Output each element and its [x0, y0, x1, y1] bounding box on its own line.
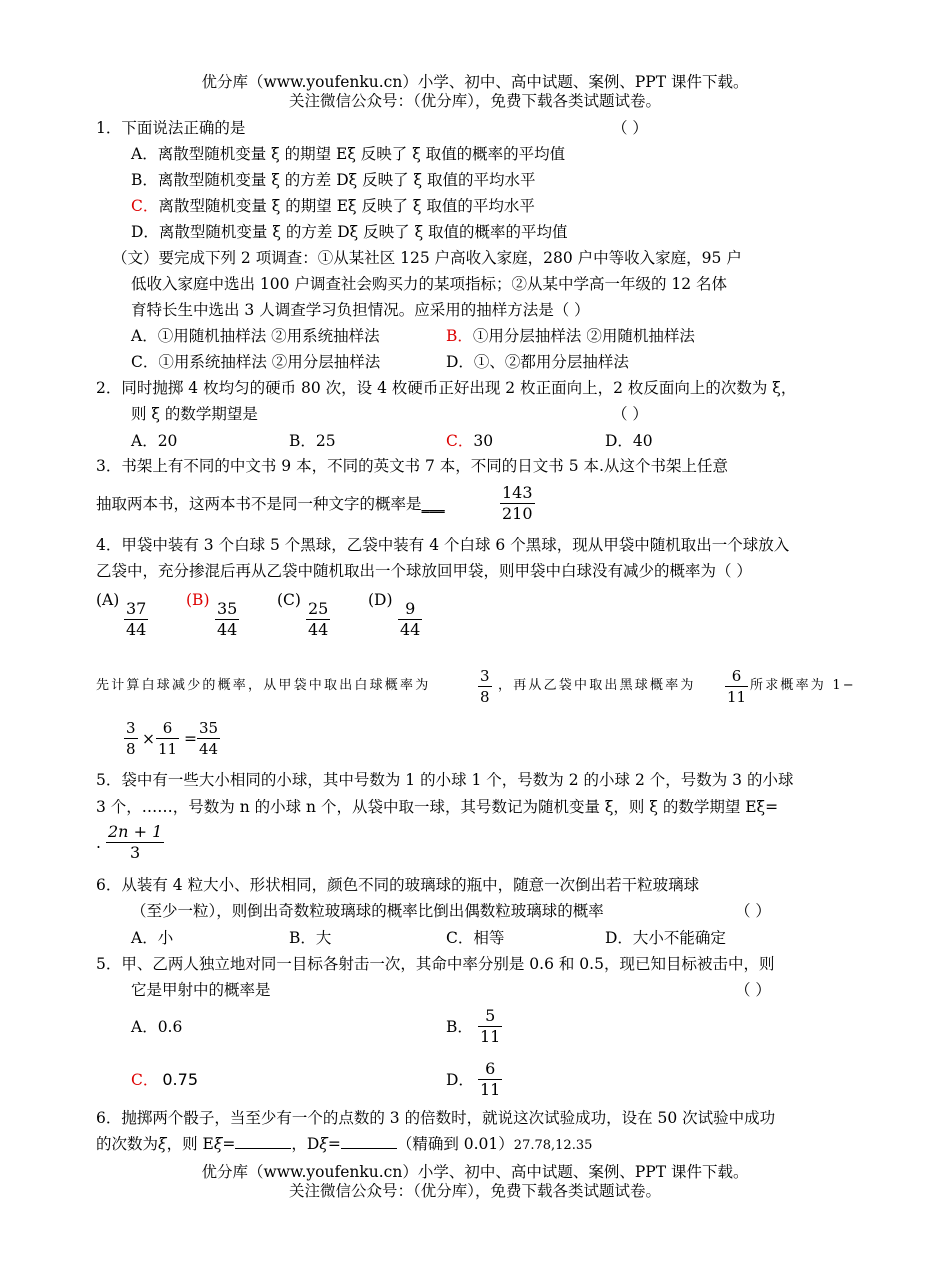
q4-option-b-num: 35: [217, 599, 238, 618]
q2-option-c: [446, 431, 493, 451]
q4-option-b-den: 44: [217, 620, 238, 639]
q4-solution-part-3: 所求概率为 1−: [750, 678, 856, 693]
q6b-xi-2: ξ: [213, 1135, 223, 1153]
q6b-xi-3: ξ: [319, 1135, 328, 1153]
q4-solution-part-1: 先计算白球减少的概率，从甲袋中取出白球概率为: [96, 678, 431, 693]
q2-line-2: 则 ξ 的数学期望是: [131, 405, 258, 423]
q1-option-c: [131, 196, 535, 216]
q4-option-b-label: (B): [186, 591, 210, 609]
qw-option-b-text: ①用分层抽样法 ②用随机抽样法: [472, 327, 695, 345]
q3-answer-fraction: [500, 483, 535, 524]
q6b-text-c: =: [222, 1135, 236, 1153]
q4-option-b-fraction: [215, 599, 239, 640]
q4-solution-fraction-1: [478, 666, 492, 707]
q4-option-d-label: (D): [368, 591, 393, 609]
qw-option-b-label: B．: [446, 327, 473, 345]
q5b-option-b-label: B．: [446, 1018, 473, 1036]
q4-option-c-label: (C): [277, 591, 301, 609]
q1-option-d: D．离散型随机变量 ξ 的方差 Dξ 反映了 ξ 取值的概率的平均值: [131, 223, 568, 241]
q4-option-d-den: 44: [400, 620, 421, 639]
qw-option-a: A．①用随机抽样法 ②用系统抽样法: [131, 327, 380, 345]
q6b-text-a: 的次数为: [96, 1135, 159, 1153]
q5b-option-c: [131, 1070, 198, 1090]
q1-paren: （ ）: [612, 119, 648, 137]
q4-solution-f1-num: 3: [480, 667, 490, 685]
q1-option-a: A．离散型随机变量 ξ 的期望 Eξ 反映了 ξ 取值的概率的平均值: [131, 145, 566, 163]
q5-line-1: 5．袋中有一些大小相同的小球，其中号数为 1 的小球 1 个，号数为 2 的小球 2 个，号数为 3 的小球: [96, 771, 794, 789]
q4-solution-e2-num: 6: [156, 718, 179, 739]
q4-solution-e1-den: 8: [126, 740, 136, 758]
qw-option-d: D．①、②都用分层抽样法: [446, 353, 629, 371]
q4-option-d-num: 9: [398, 599, 422, 620]
q4-option-a-fraction: [124, 599, 148, 640]
q1-option-c-label: C．: [131, 197, 159, 215]
q4-line-2: 乙袋中，充分掺混后再从乙袋中随机取出一个球放回甲袋，则甲袋中白球没有减少的概率为（ ）: [96, 562, 752, 580]
q5b-option-c-label: C．: [131, 1071, 159, 1089]
q3-line-1: 3．书架上有不同的中文书 9 本，不同的英文书 7 本，不同的日文书 5 本.从这个书架上任意: [96, 457, 728, 475]
q5b-option-b-num: 5: [478, 1006, 502, 1027]
q5-answer-fraction: [106, 822, 164, 863]
q5b-option-d-fraction: [478, 1059, 502, 1100]
qw-line-1: （文）要完成下列 2 项调查：①从某社区 125 户高收入家庭，280 户中等收入家庭，95 户: [112, 249, 742, 267]
q4-option-c-fraction: [306, 599, 330, 640]
q6-option-b: B．大: [289, 929, 332, 947]
q5b-option-d-den: 11: [480, 1080, 501, 1099]
q4-solution-f2-num: 6: [725, 666, 748, 687]
q2-option-c-label: C．: [446, 432, 474, 450]
header-line-1: 优分库（www.youfenku.cn）小学、初中、高中试题、案例、PPT 课件下载。: [201, 73, 749, 91]
q6b-xi-1: ξ: [158, 1135, 167, 1153]
q3-answer-num: 143: [502, 483, 533, 502]
q4-solution-f2-den: 11: [727, 688, 747, 706]
q4-solution-expr-fraction-1: [124, 718, 138, 759]
q6-line-2: （至少一粒），则倒出奇数粒玻璃球的概率比倒出偶数粒玻璃球的概率: [131, 902, 604, 920]
q4-solution-part-2: ，再从乙袋中取出黑球概率为: [498, 678, 696, 693]
qw-line-3: 育特长生中选出 3 人调查学习负担情况。应采用的抽样方法是（ ）: [131, 301, 590, 319]
q4-option-a-label: (A): [96, 591, 120, 609]
header-line-2: 关注微信公众号：（优分库），免费下载各类试题试卷。: [288, 92, 661, 110]
q2-option-d: D．40: [605, 432, 653, 450]
q4-solution-e3-num: 35: [199, 719, 219, 737]
q1-stem: 1．下面说法正确的是: [96, 119, 246, 137]
q4-solution-e3-den: 44: [199, 740, 219, 758]
q4-solution-expr-fraction-3: [197, 718, 220, 759]
q3-line-2-text: 抽取两本书，这两本书不是同一种文字的概率是: [96, 495, 422, 513]
q2-option-b: B．25: [289, 432, 336, 450]
q6b-line-2: [96, 1134, 592, 1156]
q4-line-1: 4．甲袋中装有 3 个白球 5 个黑球，乙袋中装有 4 个白球 6 个黑球，现从甲袋中随机取出一个球放入: [96, 536, 790, 554]
q6-option-c: C．相等: [446, 929, 505, 947]
footer-line-1: 优分库（www.youfenku.cn）小学、初中、高中试题、案例、PPT 课件下载。: [201, 1163, 749, 1181]
q6-paren: （ ）: [735, 902, 771, 920]
q2-line-1: 2．同时抛掷 4 枚均匀的硬币 80 次，设 4 枚硬币正好出现 2 枚正面向上，2 枚反面向上的次数为 ξ，: [96, 379, 797, 397]
q6-option-d: D．大小不能确定: [605, 929, 726, 947]
q5-dot: .: [96, 834, 101, 852]
q4-option-c-num: 25: [308, 599, 329, 618]
q4-solution-e1-num: 3: [126, 719, 136, 737]
q5-answer-num: 2n + 1: [108, 822, 163, 841]
q4-option-a-num: 37: [126, 599, 147, 618]
q5-answer-den: 3: [130, 843, 141, 862]
q4-solution-expr-fraction-2: [156, 718, 179, 759]
q6b-text-b: ，则 E: [166, 1135, 214, 1153]
q4-option-a-den: 44: [126, 620, 147, 639]
q1-option-c-text: 离散型随机变量 ξ 的期望 Eξ 反映了 ξ 取值的平均水平: [158, 197, 535, 215]
q5-line-2: 3 个，……，号数为 n 的小球 n 个，从袋中取一球，其号数记为随机变量 ξ，则 ξ 的数学期望 Eξ=: [96, 798, 779, 816]
q4-option-c-den: 44: [308, 620, 329, 639]
q3-blank: ___: [421, 494, 445, 513]
q4-option-d-fraction: [398, 599, 422, 640]
footer-line-2: 关注微信公众号：（优分库），免费下载各类试题试卷。: [288, 1182, 661, 1200]
q6b-text-e: =: [327, 1135, 341, 1153]
q5b-paren: （ ）: [735, 981, 771, 999]
q5b-option-c-text: 0.75: [162, 1070, 198, 1089]
q5b-line-2: 它是甲射中的概率是: [131, 981, 271, 999]
q6b-answer: 27.78,12.35: [513, 1138, 593, 1153]
q6b-text-d: ，D: [291, 1135, 320, 1153]
q5b-option-d-num: 6: [478, 1059, 502, 1080]
q6-option-a: A．小: [131, 929, 174, 947]
q6-line-1: 6．从装有 4 粒大小、形状相同，颜色不同的玻璃球的瓶中，随意一次倒出若干粒玻璃球: [96, 876, 700, 894]
qw-line-2: 低收入家庭中选出 100 户调查社会购买力的某项指标；②从某中学高一年级的 12 名体: [131, 275, 728, 293]
q1-option-b: B．离散型随机变量 ξ 的方差 Dξ 反映了 ξ 取值的平均水平: [131, 171, 536, 189]
q2-paren: （ ）: [612, 405, 648, 423]
qw-option-b: [446, 326, 695, 346]
q5b-option-a: A．0.6: [131, 1018, 183, 1036]
qw-option-c: C．①用系统抽样法 ②用分层抽样法: [131, 353, 381, 371]
q4-solution-times: ×: [142, 730, 155, 748]
q5b-line-1: 5．甲、乙两人独立地对同一目标各射击一次，其命中率分别是 0.6 和 0.5，现已知目标被击中，则: [96, 955, 775, 973]
q2-option-a: A．20: [131, 432, 178, 450]
q6b-line-1: 6．抛掷两个骰子，当至少有一个的点数的 3 的倍数时，就说这次试验成功，设在 50 次试验中成功: [96, 1109, 776, 1127]
q6b-blank-e: [235, 1134, 291, 1149]
q5b-option-b-den: 11: [480, 1027, 501, 1046]
q4-solution-f1-den: 8: [480, 688, 490, 706]
q4-solution-fraction-2: [725, 666, 748, 707]
q2-option-c-text: 30: [473, 432, 494, 450]
q4-solution-equals: =: [184, 730, 197, 748]
q6b-blank-d: [341, 1134, 397, 1149]
q5b-option-d-label: D．: [446, 1071, 474, 1089]
q3-line-2: [96, 494, 445, 514]
q5b-option-b-fraction: [478, 1006, 502, 1047]
q3-answer-den: 210: [502, 504, 533, 523]
q4-solution-e2-den: 11: [158, 740, 178, 758]
q6b-text-f: （精确到 0.01）: [396, 1135, 514, 1153]
